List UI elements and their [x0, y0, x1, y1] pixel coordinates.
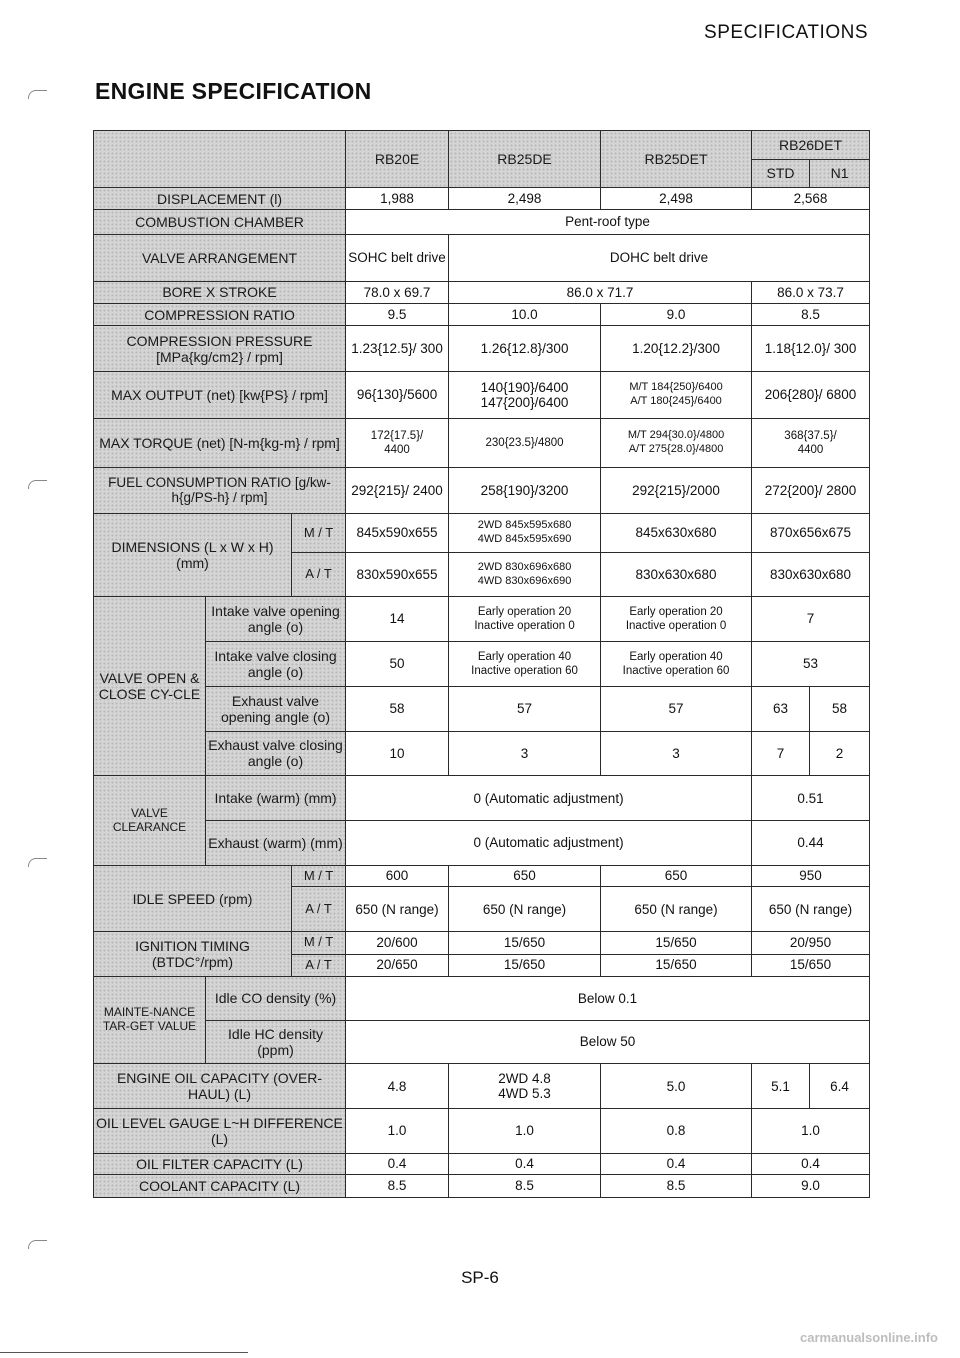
sub-label-mt: M / T: [292, 513, 346, 553]
row-label-oil-gauge: OIL LEVEL GAUGE L~H DIFFERENCE (L): [94, 1109, 346, 1154]
cell-value: 292{215}/2000: [601, 467, 752, 513]
sub-label-mt: M / T: [292, 932, 346, 954]
cell-value: [346, 419, 449, 468]
cell-line: 2WD 4.8: [498, 1070, 551, 1086]
cell-value: 0.4: [449, 1154, 601, 1175]
cell-value: 86.0 x 73.7: [752, 281, 870, 303]
section-header: SPECIFICATIONS: [704, 22, 868, 43]
row-label-dimensions: DIMENSIONS (L x W x H) (mm): [94, 513, 292, 596]
cell-value: DOHC belt drive: [449, 234, 870, 281]
cell-value: 78.0 x 69.7: [346, 281, 449, 303]
cell-line: 2WD 830x696x680: [477, 561, 572, 574]
cell-value: 870x656x675: [752, 513, 870, 553]
cell-value: 845x630x680: [601, 513, 752, 553]
cell-value: 9.5: [346, 304, 449, 326]
col-header-rb26det: RB26DET: [752, 131, 870, 160]
cell-value: 1.0: [346, 1109, 449, 1154]
cell-value: 1,988: [346, 188, 449, 210]
cell-value: [601, 419, 752, 468]
cell-value: 1.18{12.0}/ 300: [752, 326, 870, 372]
cell-line: Early operation 40: [629, 650, 723, 663]
cell-value: 10: [346, 731, 449, 776]
cell-value: 0.51: [752, 776, 870, 821]
cell-line: 140{190}/6400: [480, 379, 569, 395]
cell-value: 650 (N range): [752, 887, 870, 932]
cell-value: 20/950: [752, 932, 870, 954]
sub-label-at: A / T: [292, 887, 346, 932]
margin-mark: [28, 90, 47, 99]
cell-value: Below 50: [346, 1020, 870, 1064]
cell-line: Inactive operation 60: [471, 664, 578, 677]
cell-line: Inactive operation 60: [622, 664, 730, 677]
cell-line: 368{37.5}/: [784, 429, 837, 442]
row-label-maintenance: MAINTE-NANCE TAR-GET VALUE: [94, 976, 206, 1064]
cell-value: [449, 513, 601, 553]
cell-line: Early operation 40: [477, 650, 572, 663]
cell-value: 0 (Automatic adjustment): [346, 821, 752, 866]
cell-value: 650: [449, 865, 601, 886]
cell-value: 86.0 x 71.7: [449, 281, 752, 303]
col-header-n1: N1: [810, 159, 870, 188]
cell-line: M/T 294{30.0}/4800: [627, 429, 725, 442]
cell-value: [449, 372, 601, 419]
cell-value: 2: [810, 731, 870, 776]
cell-value: 258{190}/3200: [449, 467, 601, 513]
cell-line: 4400: [384, 443, 410, 456]
col-header-rb25det: RB25DET: [601, 131, 752, 188]
cell-value: 830x630x680: [601, 553, 752, 597]
cell-value: 0.44: [752, 821, 870, 866]
margin-mark: [28, 858, 47, 867]
cell-value: 5.0: [601, 1064, 752, 1109]
sub-label-exhaust-close: Exhaust valve closing angle (o): [206, 731, 346, 776]
margin-mark: [28, 480, 47, 489]
row-label-compression-ratio: COMPRESSION RATIO: [94, 304, 346, 326]
cell-value: 8.5: [601, 1175, 752, 1198]
cell-value: 0.4: [601, 1154, 752, 1175]
cell-value: 7: [752, 597, 870, 642]
cell-value: 650: [601, 865, 752, 886]
sub-label-idle-co: Idle CO density (%): [206, 976, 346, 1020]
header-corner: [94, 131, 346, 188]
cell-value: 57: [601, 686, 752, 731]
cell-line: 4WD 830x696x690: [477, 574, 572, 587]
page-title: ENGINE SPECIFICATION: [95, 78, 372, 104]
sub-label-at: A / T: [292, 553, 346, 597]
cell-value: 50: [346, 642, 449, 687]
row-label-bore-stroke: BORE X STROKE: [94, 281, 346, 303]
cell-value: 1.26{12.8}/300: [449, 326, 601, 372]
cell-value: [449, 1064, 601, 1109]
row-label-valve-timing: VALVE OPEN & CLOSE CY-CLE: [94, 597, 206, 776]
cell-value: 272{200}/ 2800: [752, 467, 870, 513]
row-label-combustion-chamber: COMBUSTION CHAMBER: [94, 210, 346, 234]
engine-spec-table: [93, 130, 870, 1198]
cell-value: 3: [601, 731, 752, 776]
cell-value: 2,498: [601, 188, 752, 210]
cell-value: [449, 597, 601, 642]
footer-rule: [0, 1352, 248, 1353]
cell-value: 206{280}/ 6800: [752, 372, 870, 419]
cell-value: 9.0: [601, 304, 752, 326]
cell-value: 5.1: [752, 1064, 810, 1109]
sub-label-exhaust-open: Exhaust valve opening angle (o): [206, 686, 346, 731]
cell-line: Early operation 20: [477, 605, 572, 618]
cell-line: A/T 180{245}/6400: [630, 395, 722, 408]
cell-value: 10.0: [449, 304, 601, 326]
watermark-text: carmanualsonline.info: [800, 1330, 938, 1345]
cell-value: 15/650: [601, 954, 752, 976]
col-header-rb25de: RB25DE: [449, 131, 601, 188]
row-label-valve-arrangement: VALVE ARRANGEMENT: [94, 234, 346, 281]
cell-value: 15/650: [752, 954, 870, 976]
cell-value: [449, 642, 601, 687]
cell-value: 7: [752, 731, 810, 776]
cell-line: 172{17.5}/: [370, 429, 424, 442]
cell-value: 20/600: [346, 932, 449, 954]
cell-line: M/T 184{250}/6400: [629, 381, 723, 394]
cell-value: 0.4: [752, 1154, 870, 1175]
row-label-coolant: COOLANT CAPACITY (L): [94, 1175, 346, 1198]
cell-value: SOHC belt drive: [346, 234, 449, 281]
margin-mark: [28, 1240, 47, 1249]
cell-value: [601, 642, 752, 687]
sub-label-mt: M / T: [292, 865, 346, 886]
row-label-ignition-timing: IGNITION TIMING (BTDC°/rpm): [94, 932, 292, 977]
row-label-oil-capacity: ENGINE OIL CAPACITY (OVER-HAUL) (L): [94, 1064, 346, 1109]
cell-line: 4WD 5.3: [498, 1086, 551, 1102]
row-label-valve-clearance: VALVE CLEARANCE: [94, 776, 206, 866]
cell-value: 650 (N range): [449, 887, 601, 932]
page-number: SP-6: [461, 1268, 499, 1287]
col-header-std: STD: [752, 159, 810, 188]
cell-value: 14: [346, 597, 449, 642]
row-label-idle-speed: IDLE SPEED (rpm): [94, 865, 292, 931]
cell-value: 53: [752, 642, 870, 687]
cell-value: 8.5: [346, 1175, 449, 1198]
sub-label-intake-open: Intake valve opening angle (o): [206, 597, 346, 642]
cell-value: 15/650: [449, 954, 601, 976]
cell-value: 1.20{12.2}/300: [601, 326, 752, 372]
cell-value: 6.4: [810, 1064, 870, 1109]
row-label-max-output: MAX OUTPUT (net) [kw{PS} / rpm]: [94, 372, 346, 419]
row-label-max-torque: MAX TORQUE (net) [N-m{kg-m} / rpm]: [94, 419, 346, 468]
cell-line: Inactive operation 0: [625, 620, 727, 633]
row-label-displacement: DISPLACEMENT (l): [94, 188, 346, 210]
cell-line: 4400: [797, 443, 824, 456]
cell-value: 600: [346, 865, 449, 886]
cell-line: 2WD 845x595x680: [477, 519, 572, 532]
sub-label-at: A / T: [292, 954, 346, 976]
cell-value: 0.4: [346, 1154, 449, 1175]
row-label-compression-pressure: COMPRESSION PRESSURE [MPa{kg/cm2} / rpm]: [94, 326, 346, 372]
cell-value: 1.0: [752, 1109, 870, 1154]
cell-value: 650 (N range): [346, 887, 449, 932]
cell-value: 58: [346, 686, 449, 731]
cell-value: 830x630x680: [752, 553, 870, 597]
cell-value: [601, 597, 752, 642]
cell-value: 292{215}/ 2400: [346, 467, 449, 513]
col-header-rb20e: RB20E: [346, 131, 449, 188]
cell-line: 4WD 845x595x690: [477, 533, 572, 546]
cell-value: 57: [449, 686, 601, 731]
cell-value: 0 (Automatic adjustment): [346, 776, 752, 821]
sub-label-idle-hc: Idle HC density (ppm): [206, 1020, 346, 1064]
cell-value: 8.5: [752, 304, 870, 326]
cell-value: Below 0.1: [346, 976, 870, 1020]
cell-value: 4.8: [346, 1064, 449, 1109]
cell-value: 2,498: [449, 188, 601, 210]
cell-value: 2,568: [752, 188, 870, 210]
cell-value: [449, 553, 601, 597]
cell-value: 950: [752, 865, 870, 886]
cell-line: A/T 275{28.0}/4800: [628, 442, 724, 455]
cell-value: 96{130}/5600: [346, 372, 449, 419]
cell-value: Pent-roof type: [346, 210, 870, 234]
cell-value: 1.23{12.5}/ 300: [346, 326, 449, 372]
cell-value: 845x590x655: [346, 513, 449, 553]
cell-value: 20/650: [346, 954, 449, 976]
cell-value: 15/650: [601, 932, 752, 954]
cell-value: 9.0: [752, 1175, 870, 1198]
cell-value: 58: [810, 686, 870, 731]
cell-value: 230{23.5}/4800: [449, 419, 601, 468]
cell-value: [601, 372, 752, 419]
cell-value: 63: [752, 686, 810, 731]
row-label-fuel-consumption: FUEL CONSUMPTION RATIO [g/kw-h{g/PS-h} / rpm]: [94, 467, 346, 513]
sub-label-exhaust-warm: Exhaust (warm) (mm): [206, 821, 346, 866]
cell-line: 147{200}/6400: [480, 395, 569, 411]
cell-value: 650 (N range): [601, 887, 752, 932]
cell-value: 3: [449, 731, 601, 776]
cell-value: 0.8: [601, 1109, 752, 1154]
cell-value: 830x590x655: [346, 553, 449, 597]
cell-value: [752, 419, 870, 468]
sub-label-intake-warm: Intake (warm) (mm): [206, 776, 346, 821]
cell-line: Inactive operation 0: [474, 620, 575, 633]
sub-label-intake-close: Intake valve closing angle (o): [206, 642, 346, 687]
cell-value: 15/650: [449, 932, 601, 954]
row-label-oil-filter: OIL FILTER CAPACITY (L): [94, 1154, 346, 1175]
cell-value: 1.0: [449, 1109, 601, 1154]
cell-line: Early operation 20: [629, 605, 723, 618]
cell-value: 8.5: [449, 1175, 601, 1198]
